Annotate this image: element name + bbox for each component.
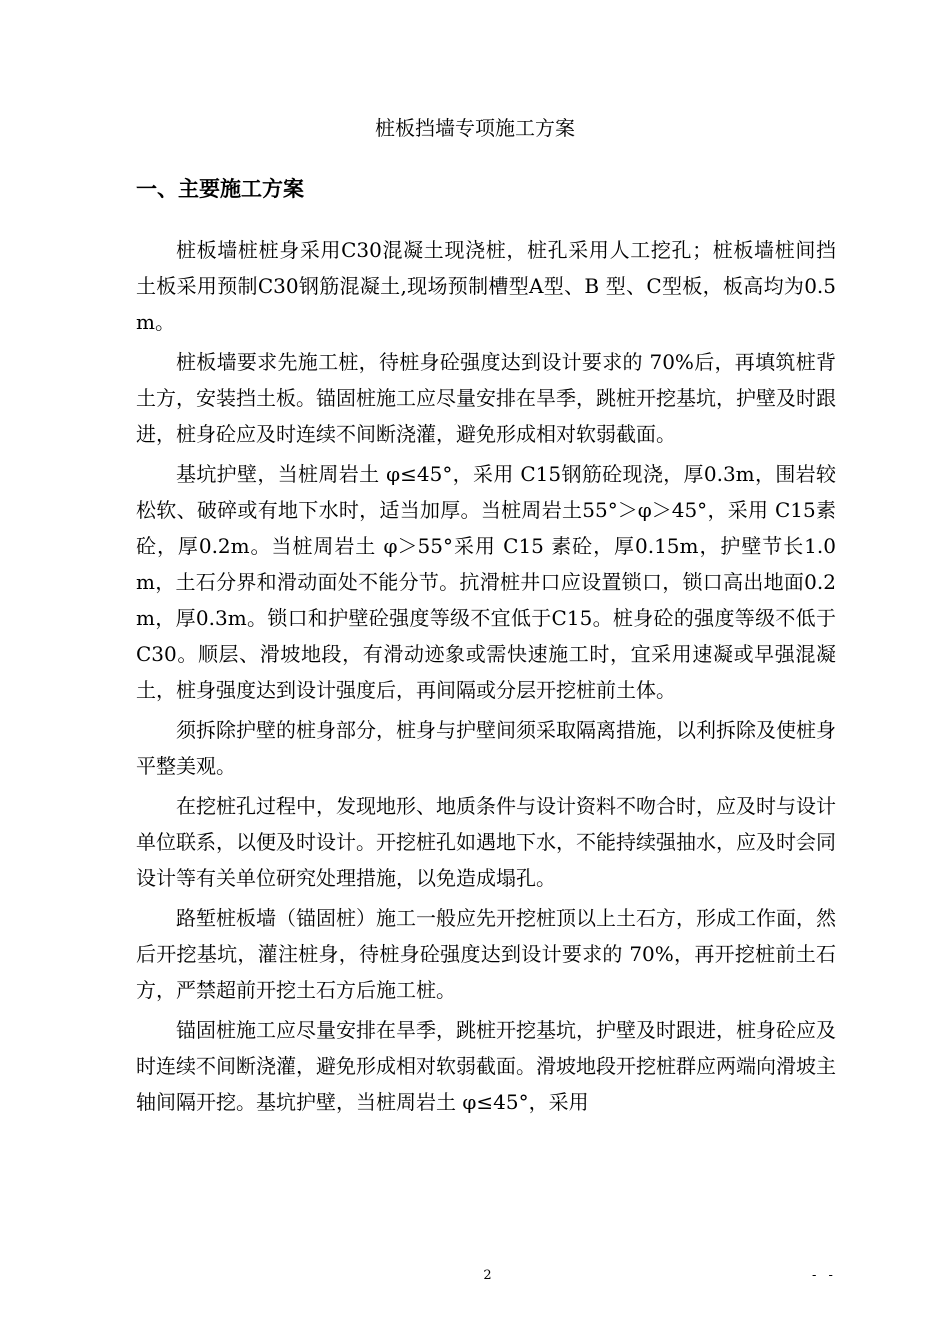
footer-mark: - -	[812, 1268, 837, 1283]
paragraph-5: 在挖桩孔过程中，发现地形、地质条件与设计资料不吻合时，应及时与设计单位联系，以便及时设计。开挖桩孔如遇地下水，不能持续强抽水，应及时会同设计等有关单位研究处理措施，以免造成塌孔。	[136, 794, 836, 890]
body-text	[136, 232, 836, 1124]
paragraph-6: 路堑桩板墙（锚固桩）施工一般应先开挖桩顶以上土石方，形成工作面，然后开挖基坑，灌注桩身，待桩身砼强度达到设计要求的 70%，再开挖桩前土石方，严禁超前开挖土石方后施工桩。	[136, 906, 836, 1002]
section-heading: 一、主要施工方案	[136, 177, 304, 201]
paragraph-1: 桩板墙桩桩身采用C30混凝土现浇桩，桩孔采用人工挖孔；桩板墙桩间挡土板采用预制C30钢筋混凝土,现场预制槽型A型、B 型、C型板，板高均为0.5m。	[136, 238, 836, 334]
paragraph-3: 基坑护壁，当桩周岩土 φ≤45°，采用 C15钢筋砼现浇，厚0.3m，围岩较松软、破碎或有地下水时，适当加厚。当桩周岩土55°＞φ＞45°，采用 C15素砼，厚0.2m。当桩周岩土 φ＞55°采用 C15 素砼，厚0.15m，护壁节长1.0m，土石分界和滑动面处不能分节。抗滑桩井口应设置锁口，锁口高出地面0.2m，厚0.3m。锁口和护壁砼强度等级不宜低于C15。桩身砼的强度等级不低于 C30。顺层、滑坡地段，有滑动迹象或需快速施工时，宜采用速凝或早强混凝土，桩身强度达到设计强度后，再间隔或分层开挖桩前土体。	[136, 462, 836, 702]
page-number: 2	[483, 1268, 492, 1283]
paragraph-2: 桩板墙要求先施工桩，待桩身砼强度达到设计要求的 70%后，再填筑桩背土方，安装挡土板。锚固桩施工应尽量安排在旱季，跳桩开挖基坑，护壁及时跟进，桩身砼应及时连续不间断浇灌，避免形成相对软弱截面。	[136, 350, 836, 446]
paragraph-7: 锚固桩施工应尽量安排在旱季，跳桩开挖基坑，护壁及时跟进，桩身砼应及时连续不间断浇灌，避免形成相对软弱截面。滑坡地段开挖桩群应两端向滑坡主轴间隔开挖。基坑护壁，当桩周岩土 φ≤45°，采用	[136, 1018, 836, 1114]
paragraph-4: 须拆除护壁的桩身部分，桩身与护壁间须采取隔离措施，以利拆除及使桩身平整美观。	[136, 718, 836, 778]
document-title: 桩板挡墙专项施工方案	[375, 116, 575, 140]
